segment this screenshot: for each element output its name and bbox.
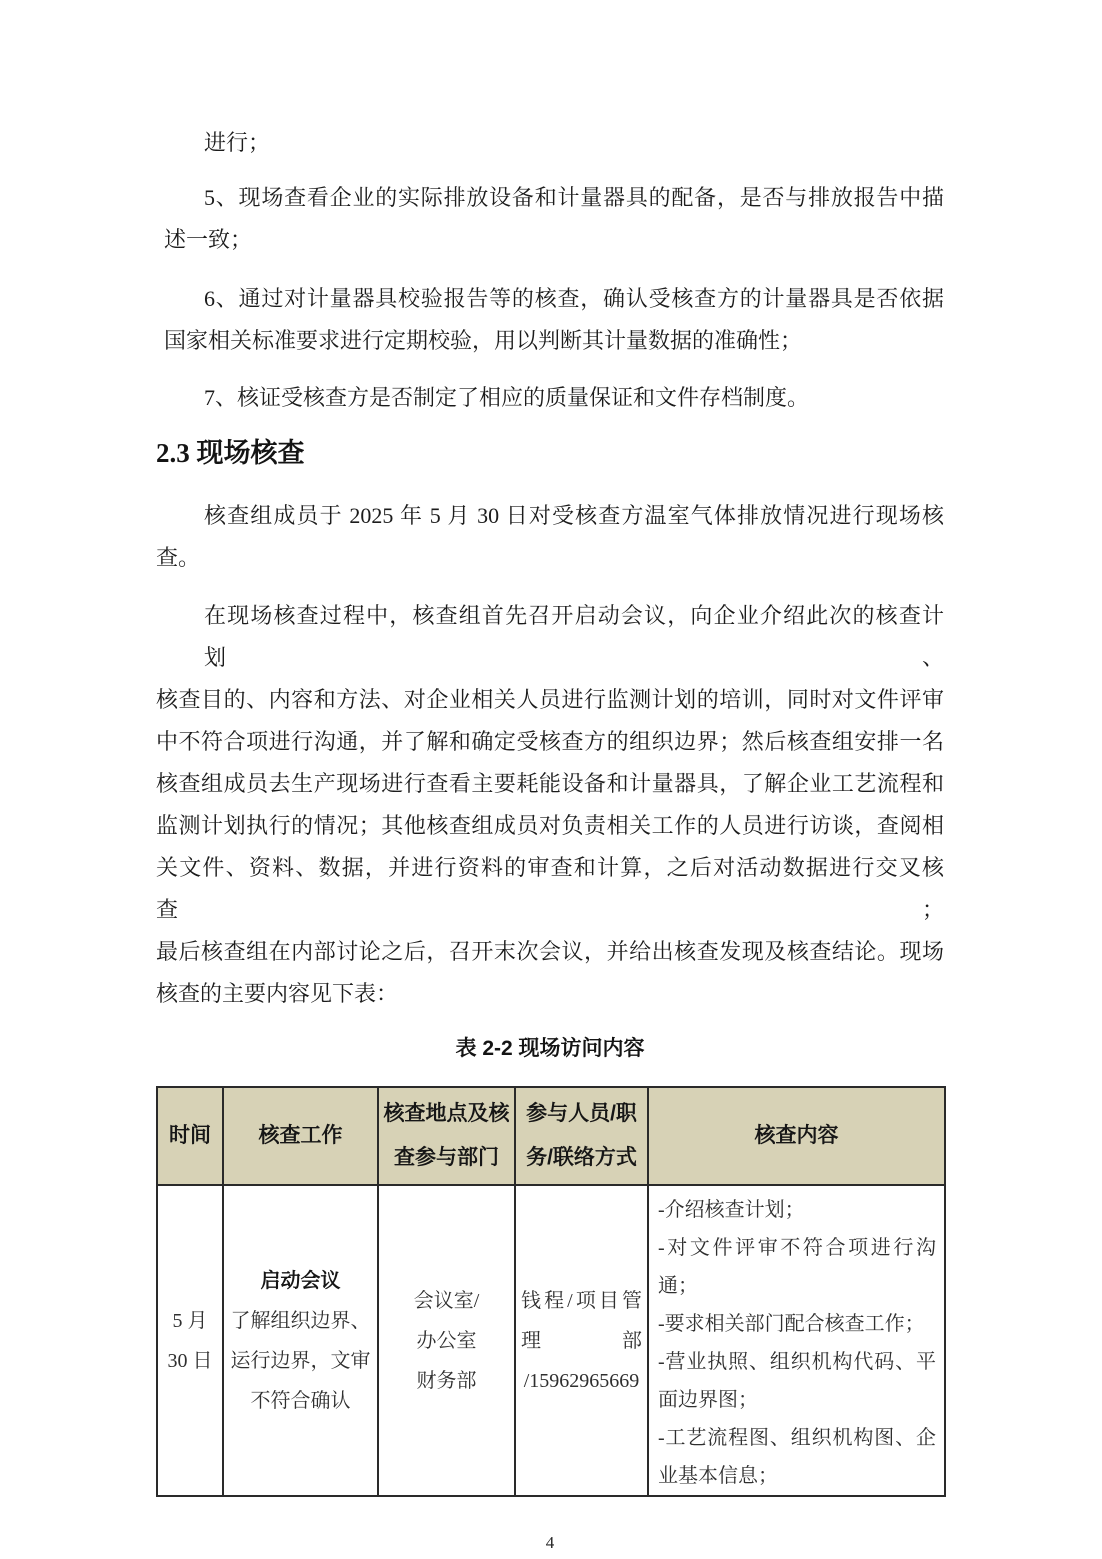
table-header-row <box>157 1087 945 1185</box>
cell-location <box>378 1185 515 1496</box>
cell-line: 财务部 <box>416 1369 477 1392</box>
header-line: 查参与部门 <box>394 1146 499 1169</box>
numbered-item-5 <box>156 177 944 261</box>
paragraph-line: 核查组成员于 2025 年 5 月 30 日对受核查方温室气体排放情况进行现场核 <box>204 503 944 528</box>
cell-participants <box>515 1185 648 1496</box>
cell-work <box>223 1185 378 1496</box>
header-line: 时间 <box>169 1124 211 1147</box>
site-visit-table <box>156 1086 946 1497</box>
header-line: 核查工作 <box>258 1124 343 1147</box>
header-line: 核查内容 <box>754 1124 839 1147</box>
numbered-item-line: 国家相关标准要求进行定期校验，用以判断其计量数据的准确性； <box>164 328 803 353</box>
paragraph-line: 查。 <box>156 545 201 570</box>
section-heading: 2.3 现场核查 <box>156 438 305 468</box>
table-row <box>157 1185 945 1496</box>
cell-line: 业基本信息； <box>658 1465 778 1487</box>
paragraph-line: 在现场核查过程中，核查组首先召开启动会议，向企业介绍此次的核查计划、 <box>204 603 944 670</box>
cell-line: -介绍核查计划； <box>658 1199 805 1221</box>
header-cell-participants <box>515 1087 648 1185</box>
numbered-item-line: 5、现场查看企业的实际排放设备和计量器具的配备，是否与排放报告中描 <box>204 185 944 210</box>
cell-line: -要求相关部门配合核查工作； <box>658 1313 925 1335</box>
paragraph-line: 核查组成员去生产现场进行查看主要耗能设备和计量器具，了解企业工艺流程和 <box>156 771 944 796</box>
cell-line: -工艺流程图、组织机构图、企 <box>658 1427 936 1449</box>
cell-time <box>157 1185 223 1496</box>
header-line: 参与人员/职 <box>526 1102 637 1125</box>
header-cell-content <box>648 1087 945 1185</box>
numbered-item-line: 7、核证受核查方是否制定了相应的质量保证和文件存档制度。 <box>204 385 810 410</box>
header-line: 核查地点及核 <box>383 1102 510 1125</box>
cell-line: /15962965669 <box>523 1369 640 1392</box>
cell-line: 面边界图； <box>658 1389 758 1411</box>
cell-line: -营业执照、组织机构代码、平 <box>658 1351 936 1373</box>
cell-line: 办公室 <box>416 1329 477 1352</box>
paragraph-site-visit-date <box>156 495 944 579</box>
paragraph-line: 监测计划执行的情况；其他核查组成员对负责相关工作的人员进行访谈，查阅相 <box>156 813 944 838</box>
paragraph-line: 核查目的、内容和方法、对企业相关人员进行监测计划的培训，同时对文件评审 <box>156 687 944 712</box>
cell-line: 理 部 <box>521 1329 642 1352</box>
cell-line: 钱程/项目管 <box>521 1289 642 1312</box>
paragraph-site-visit-process <box>156 595 944 1015</box>
cell-line: 运行边界，文审 <box>230 1349 371 1372</box>
numbered-item-6 <box>156 278 944 362</box>
paragraph-line: 关文件、资料、数据，并进行资料的审查和计算，之后对活动数据进行交叉核查； <box>156 855 944 922</box>
header-cell-location <box>378 1087 515 1185</box>
table-caption: 表 2-2 现场访问内容 <box>455 1037 645 1060</box>
numbered-item-line: 述一致； <box>164 227 253 252</box>
numbered-item-line: 6、通过对计量器具校验报告等的核查，确认受核查方的计量器具是否依据 <box>204 286 944 311</box>
cell-work-title: 启动会议 <box>260 1269 341 1292</box>
cell-line: 不符合确认 <box>250 1389 351 1412</box>
cell-line: -对文件评审不符合项进行沟 <box>658 1237 936 1259</box>
cell-line: 通； <box>658 1275 698 1297</box>
paragraph-line: 最后核查组在内部讨论之后，召开末次会议，并给出核查发现及核查结论。现场 <box>156 939 944 964</box>
numbered-item-7 <box>156 377 944 419</box>
cell-line: 30 日 <box>167 1349 213 1372</box>
paragraph-line: 核查的主要内容见下表： <box>156 981 399 1006</box>
cell-line: 了解组织边界、 <box>230 1309 371 1332</box>
page-number: 4 <box>545 1533 555 1552</box>
header-cell-work <box>223 1087 378 1185</box>
carryover-paragraph-line: 进行； <box>204 130 271 155</box>
header-line: 务/联络方式 <box>526 1146 637 1169</box>
cell-content <box>648 1185 945 1496</box>
paragraph-line: 中不符合项进行沟通，并了解和确定受核查方的组织边界；然后核查组安排一名 <box>156 729 944 754</box>
cell-line: 5 月 <box>172 1309 208 1332</box>
header-cell-time <box>157 1087 223 1185</box>
cell-line: 会议室/ <box>413 1289 480 1312</box>
